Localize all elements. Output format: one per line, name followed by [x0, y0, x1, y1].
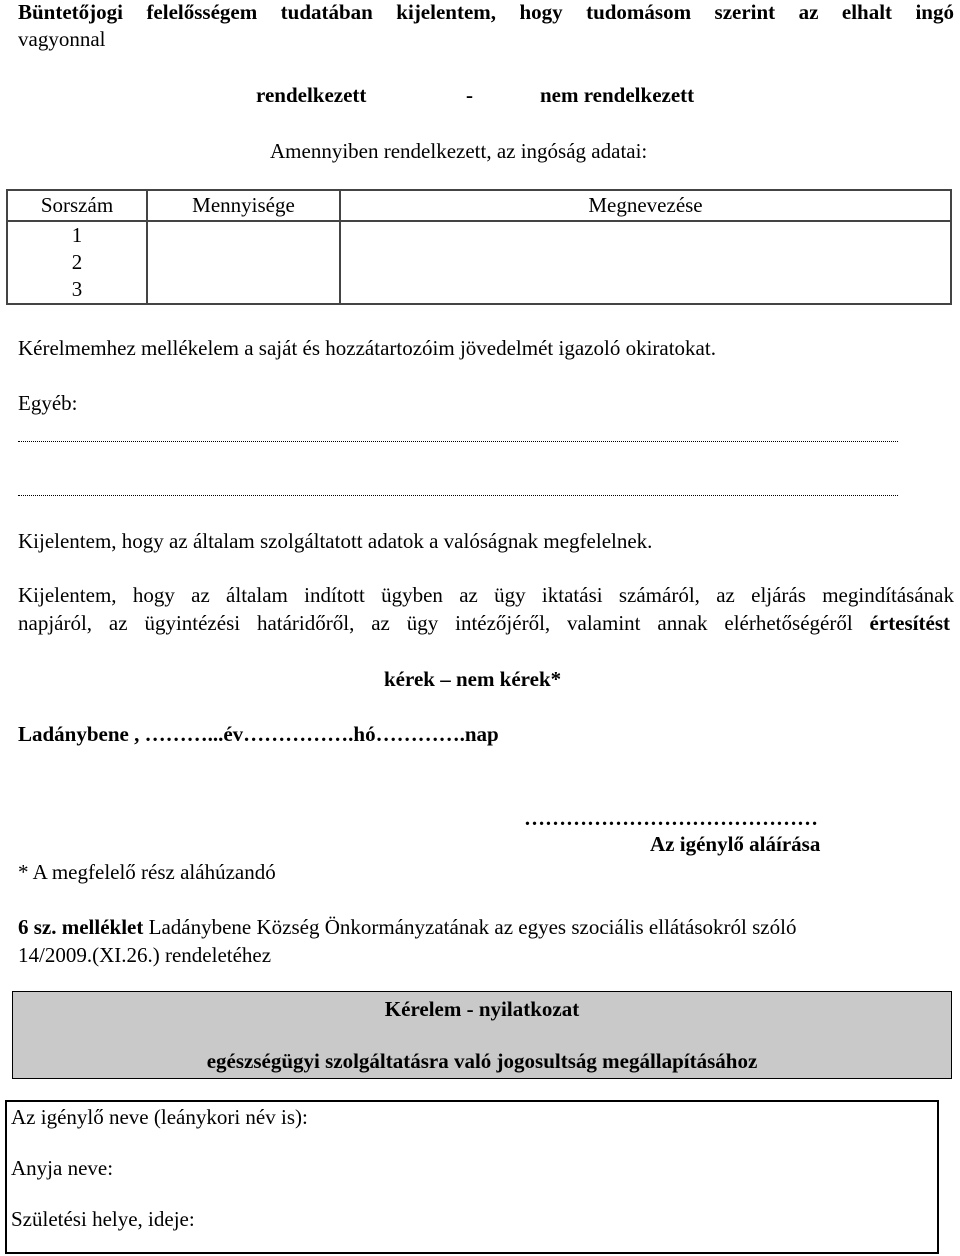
- row-quantity[interactable]: [147, 221, 340, 249]
- annex-text-1: Ladánybene Község Önkormányzatának az egyes szociális ellátásokról szóló: [143, 915, 797, 939]
- notification-choice: kérek – nem kérek*: [384, 667, 562, 691]
- table-row: [7, 249, 951, 276]
- movable-items-table: [6, 189, 952, 305]
- table-row: [7, 221, 951, 249]
- row-number: 3: [7, 276, 147, 304]
- footnote: * A megfelelő rész aláhúzandó: [18, 860, 276, 884]
- annex-line-1: [18, 915, 796, 940]
- signature-dots: ……………………………………: [524, 806, 818, 830]
- table-row: [7, 276, 951, 304]
- form-title: Kérelem - nyilatkozat: [384, 997, 580, 1021]
- applicant-name-label: Az igénylő neve (leánykori név is):: [11, 1105, 308, 1129]
- row-name[interactable]: [340, 276, 951, 304]
- row-number: 2: [7, 249, 147, 276]
- declaration-line-2: vagyonnal: [18, 27, 106, 51]
- other-label: Egyéb:: [18, 391, 78, 415]
- row-name[interactable]: [340, 249, 951, 276]
- row-name[interactable]: [340, 221, 951, 249]
- birth-place-date-label: Születési helye, ideje:: [11, 1207, 195, 1231]
- option-not-disposed: nem rendelkezett: [540, 83, 695, 107]
- signature-label: Az igénylő aláírása: [650, 832, 821, 856]
- date-line: Ladánybene , ………...év…………….hó………….nap: [18, 722, 499, 746]
- attachment-text: Kérelmemhez mellékelem a saját és hozzátartozóim jövedelmét igazoló okiratokat.: [18, 336, 716, 360]
- other-dotted-line-2[interactable]: [18, 494, 898, 496]
- option-disposed: rendelkezett: [256, 83, 367, 107]
- mother-name-label: Anyja neve:: [11, 1156, 114, 1180]
- annex-line-2: 14/2009.(XI.26.) rendeletéhez: [18, 943, 272, 967]
- declaration-line-1: Büntetőjogi felelősségem tudatában kijelentem, hogy tudomásom szerint az elhalt ingó: [18, 0, 954, 24]
- notification-line-1: Kijelentem, hogy az általam indított ügyben az ügy iktatási számáról, az eljárás megindításának: [18, 583, 954, 607]
- movable-intro: Amennyiben rendelkezett, az ingóság adatai:: [270, 139, 648, 163]
- notification-bold-word: értesítést: [869, 611, 950, 635]
- header-mennyisege: Mennyisége: [147, 190, 340, 221]
- form-subtitle: egészségügyi szolgáltatásra való jogosultság megállapításához: [206, 1049, 758, 1073]
- header-megnevezese: Megnevezése: [340, 190, 951, 221]
- notification-line-2-text: napjáról, az ügyintézési határidőről, az ügy intézőjéről, valamint annak elérhetőségéről: [18, 611, 853, 635]
- row-number: 1: [7, 221, 147, 249]
- table-header-row: [7, 190, 951, 221]
- row-quantity[interactable]: [147, 276, 340, 304]
- row-quantity[interactable]: [147, 249, 340, 276]
- statement-truth: Kijelentem, hogy az általam szolgáltatott adatok a valóságnak megfelelnek.: [18, 529, 653, 553]
- annex-number: 6 sz. melléklet: [18, 915, 144, 939]
- header-sorszam: Sorszám: [7, 190, 147, 221]
- notification-line-2: [18, 611, 950, 636]
- other-dotted-line-1[interactable]: [18, 440, 898, 442]
- option-dash: -: [466, 83, 473, 107]
